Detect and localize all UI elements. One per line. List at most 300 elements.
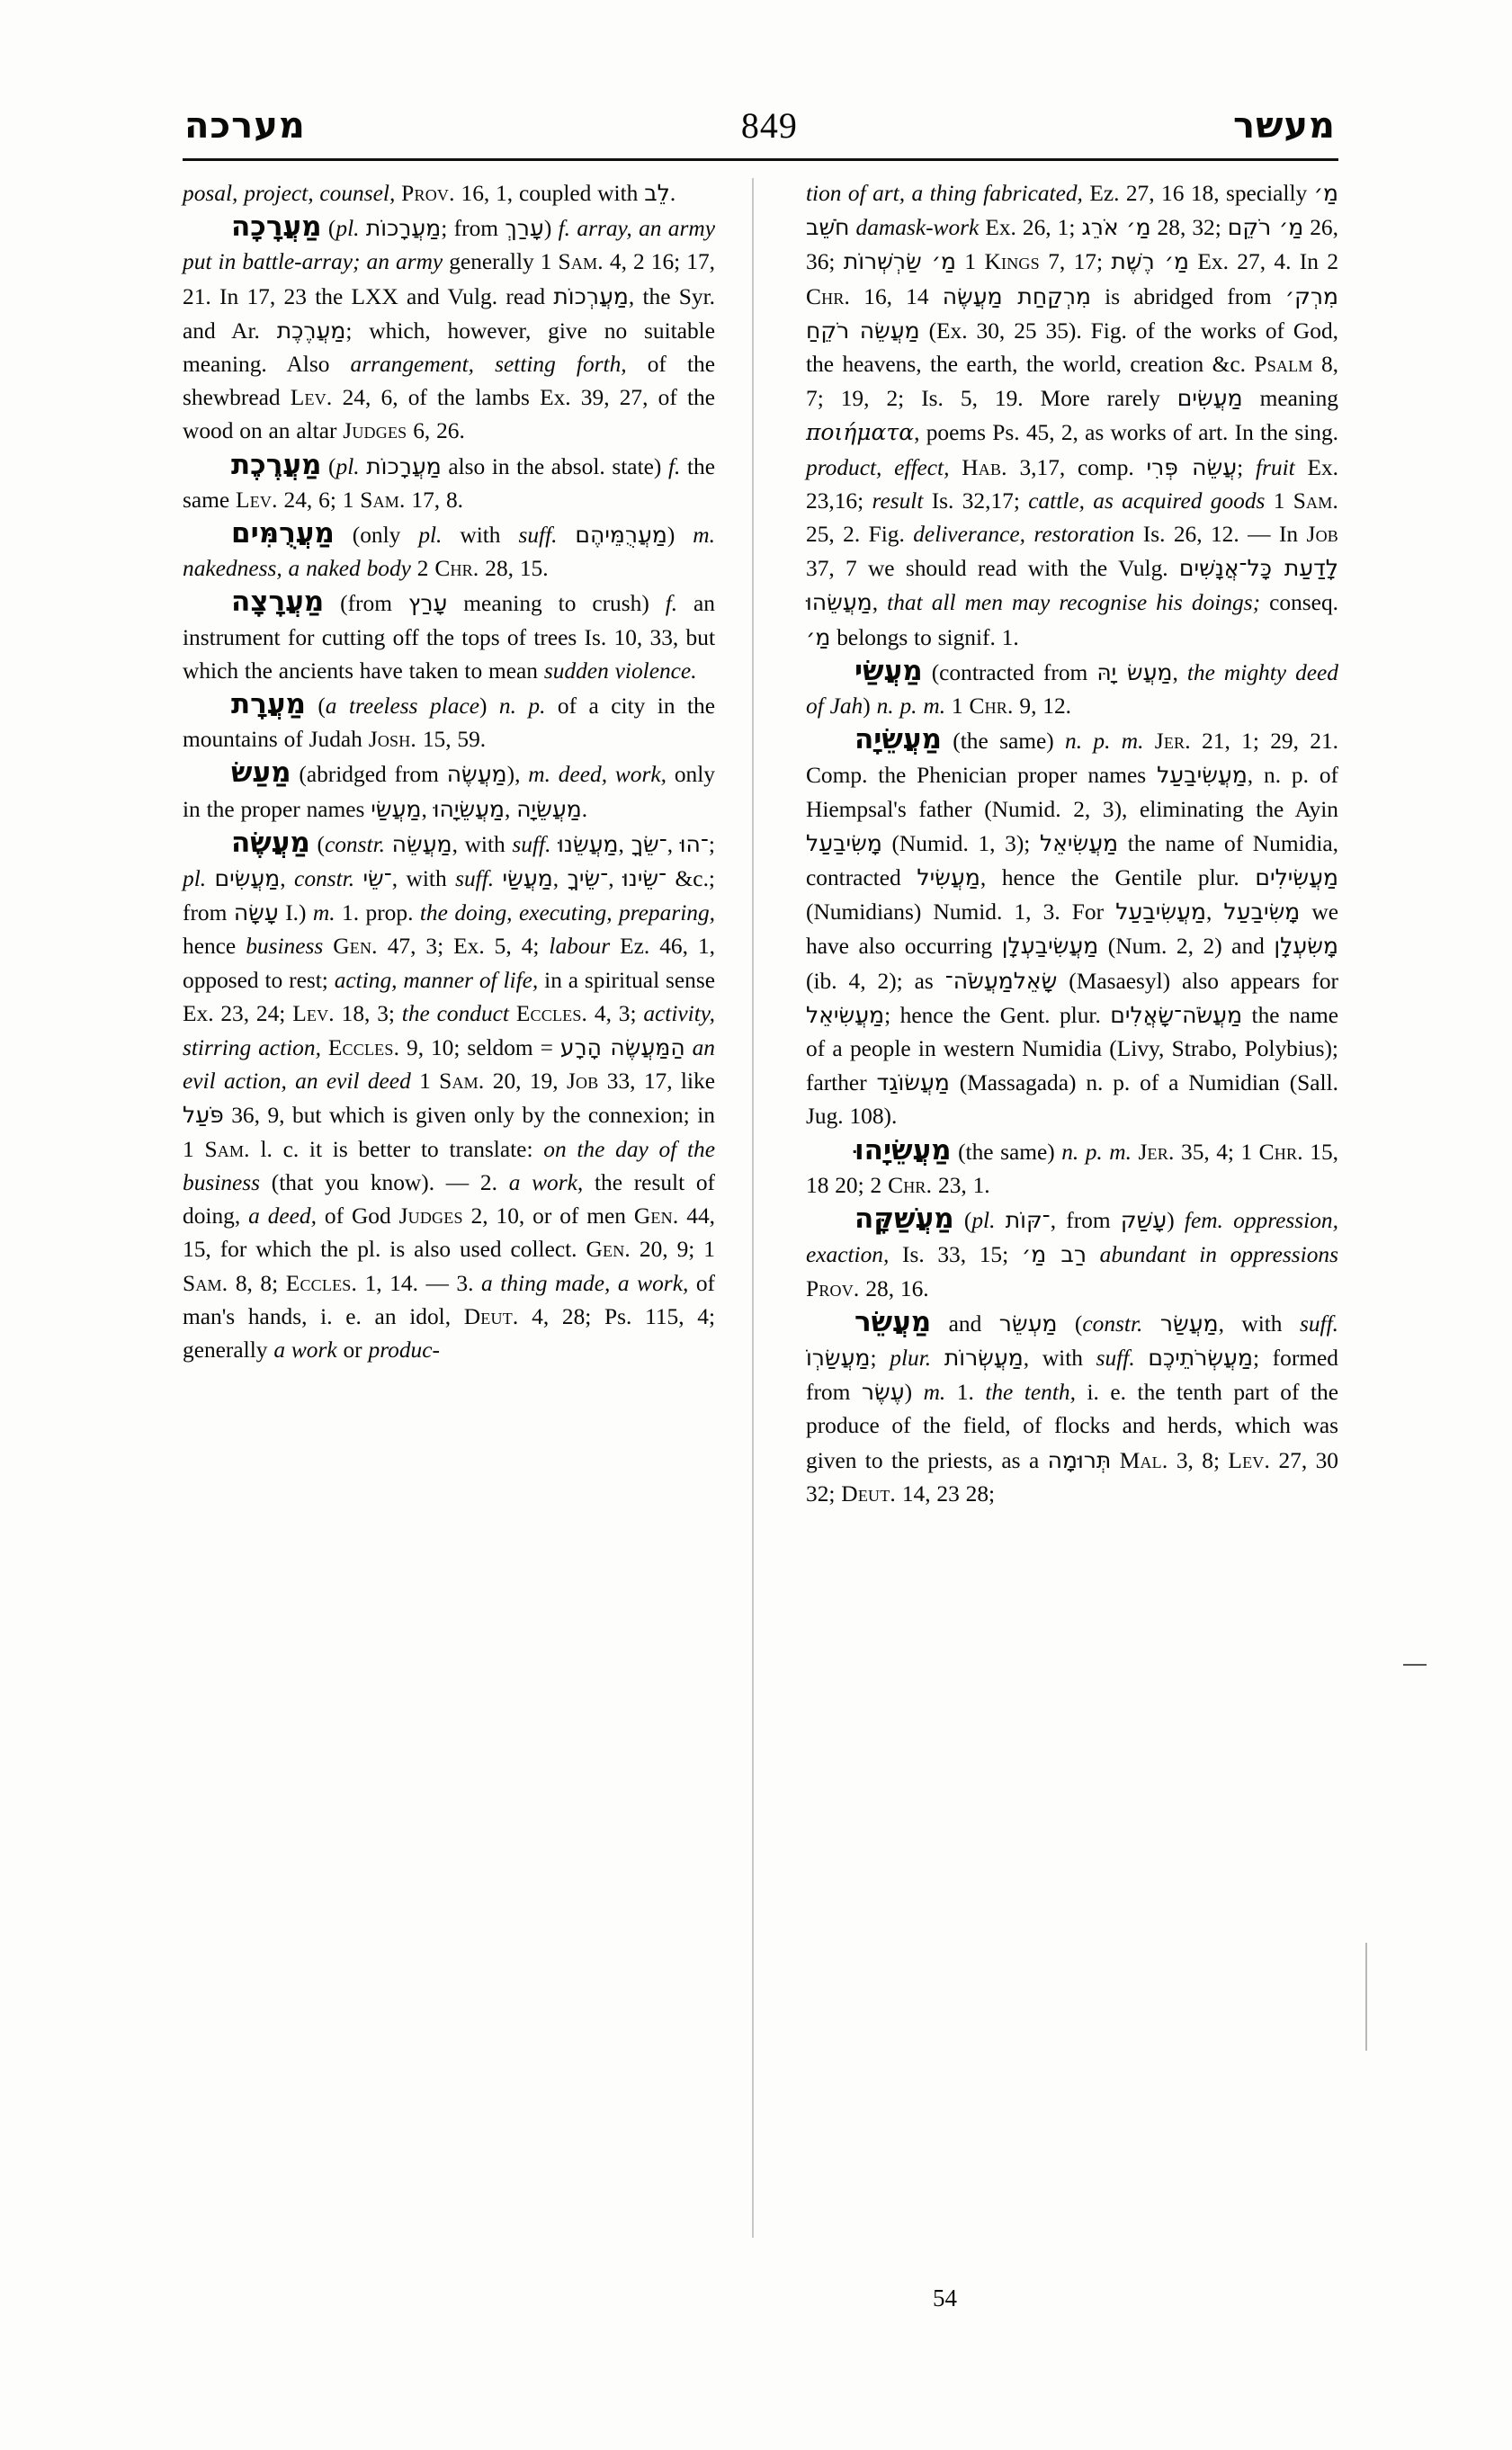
hebrew-form: מַעֲשְׂרֹתֵיכֶם [1148,1344,1253,1371]
italic-gloss: n. p. m. [1061,1139,1132,1165]
scripture-ref: Kings [984,249,1040,275]
scripture-ref: Job [1306,522,1338,548]
left-dictionary-entry [183,586,715,688]
hebrew-form: ־קּוֹת [1005,1207,1051,1234]
body-text: (the same) [951,1139,1062,1165]
scripture-ref: Sam. [558,249,604,275]
body-text: 15, 59. [416,727,487,753]
italic-gloss: m. nakedness, a naked body [183,523,715,582]
left-dictionary-entry [183,449,715,517]
body-text: ( [305,693,326,720]
body-text: of a city in the mountains of Judah [183,693,715,753]
hebrew-form: מַעֲשִׂים [214,865,281,892]
hebrew-form: מַעֲשִׂיבַעְלָן [1001,933,1099,960]
body-text: , poems Ps. 45, 2, as works of art. In the sing. [914,420,1338,446]
italic-gloss: the conduct [401,1000,509,1026]
header-rule [183,158,1338,161]
body-text: I.) [278,900,313,926]
body-text: (only [334,523,419,549]
scripture-ref: Sam. [1293,487,1339,514]
body-text: 3,17, comp. [1007,454,1147,480]
body-text: (Num. 2, 2) and [1098,934,1275,960]
body-text: Ez. 27, 16 18, specially [1082,181,1314,206]
italic-gloss: constr. [294,866,355,892]
italic-gloss: that all men may recognise his doings; [887,590,1261,616]
scripture-ref: Eccles. [285,1270,358,1296]
hebrew-form: תְּרוּמָה [1047,1446,1112,1473]
body-text: ; formed from [806,1345,1339,1406]
body-text: ; [1237,454,1256,480]
hebrew-form: מַ׳ [806,623,831,650]
left-dictionary-entry [183,827,715,1367]
two-column-body [183,176,1338,2245]
body-text: 2 [410,556,435,582]
body-text: ) [479,693,499,720]
left-dictionary-entry [183,517,715,586]
hebrew-form: עָרַךְ [505,215,544,242]
hebrew-form: מַעֲשֵׂיָהוּ [433,795,505,822]
italic-gloss: deliverance, restoration [913,522,1135,548]
body-text: 44, 15, for which the pl. is also used collect. [183,1203,716,1263]
scripture-ref: Gen. [586,1237,631,1263]
italic-gloss: m. [312,900,336,926]
body-text: 35, 4; 1 [1174,1139,1259,1165]
left-column [183,176,715,2245]
body-text: hence [183,934,246,960]
body-text: 8, 8; [228,1270,286,1296]
body-text: 1 [410,1069,440,1095]
hebrew-form: מַעֲשִׂיאֵל [1039,829,1119,856]
body-text: 37, 7 we should read with the Vulg. [806,556,1179,582]
hebrew-form: מָשִׂעְלָן [1274,933,1338,960]
body-text: ; hence the Gent. plur. [884,1002,1111,1028]
body-text: , with [1023,1345,1096,1371]
italic-gloss: m. [923,1380,946,1406]
scripture-ref: Lev. [290,385,333,411]
hebrew-form: מַעֲשִׂים [1176,385,1243,412]
scan-artifact-dash [1403,1664,1427,1666]
italic-gloss: f. [665,591,678,617]
hebrew-form: לֵב [644,180,670,206]
hebrew-form: מַעֲשִׂיל [917,864,980,891]
body-text: , [618,831,631,857]
body-text: meaning to crush) [447,591,666,617]
italic-gloss: fruit [1255,454,1295,480]
running-head-right-catchword: מעשר [1233,105,1336,147]
hebrew-form: מַעְשֵׂר [998,1310,1058,1337]
body-text: , [608,866,622,892]
scripture-ref: Chr. [969,693,1014,720]
italic-gloss: suff. [455,866,495,892]
body-text: 47, 3; Ex. 5, 4; [377,934,550,960]
body-text: 14, 23 28; [895,1480,996,1507]
body-text: 18, 3; [334,1000,402,1026]
right-dictionary-entry [806,1306,1338,1511]
italic-gloss: suff. [512,831,551,857]
body-text: ; which, however, give no suitable meaning. Also [183,317,715,378]
body-text: (Masaesyl) also appears for [1057,968,1338,994]
scripture-ref: Jer. [1154,729,1191,755]
hebrew-form: מַעֲשַׂרְוֹ [806,1344,871,1371]
body-text: the name of a people in western Numidia (Livy, Strabo, Polybius); farther [806,1002,1339,1096]
hebrew-form: מַעֲשַׂר [1159,1310,1219,1337]
italic-gloss: the mighty deed of Jah [806,659,1338,720]
italic-gloss: tion of art, a thing fabricated, [806,181,1083,206]
body-text: and [931,1310,999,1337]
italic-gloss: activity, stirring action, [183,1000,716,1061]
hebrew-form: מַעֲשִׂיבַעַל [1157,762,1248,789]
body-text: 25, 2. Fig. [806,522,914,548]
headword-hebrew: מַעֲשַׁקָּה [854,1203,954,1236]
body-text: 26, 36; [806,215,1338,275]
italic-gloss: pl. [336,453,360,479]
scripture-ref: Gen. [333,934,378,960]
italic-gloss: acting, manner of life, [334,967,539,993]
hebrew-form: מַעֲשׂ יָהּ [1096,658,1173,685]
body-text: , with [1218,1310,1300,1337]
body-text: Ex. 23,16; [806,454,1338,514]
hebrew-form: שָׂאֵל [1013,967,1058,994]
body-text [323,934,333,959]
italic-gloss: sudden violence. [543,657,697,684]
body-text: 36, 9, but which is given only by the connexion; in 1 [183,1103,715,1162]
body-text: 1 [1265,487,1293,514]
body-text [206,866,214,891]
body-text: ( [1057,1310,1083,1337]
body-text: we have also occurring [806,899,1338,960]
headword-hebrew: מַעֲרֻמִּים [231,517,335,550]
scripture-ref: Deut. [463,1303,519,1329]
body-text: , [1172,659,1187,685]
body-text: 24, 6; 1 [277,487,361,513]
body-text: 23, 1. [932,1172,990,1198]
body-text: &c.; from [183,866,715,926]
scripture-ref: Gen. [633,1203,679,1229]
headword-hebrew: מַעֲרֶכֶת [231,448,322,481]
body-text: ( [321,216,336,242]
body-text [1142,1311,1159,1337]
body-text: 28, 32; [1150,215,1228,241]
scripture-ref: Lev. [1228,1447,1271,1473]
scripture-ref: Eccles. [327,1035,400,1061]
body-text: Is. 32,17; [923,487,1029,514]
italic-gloss: pl. [183,866,207,892]
body-text: of the shewbread [183,352,715,411]
hebrew-form: מַ׳ אֹרֵג [1081,214,1151,241]
hebrew-form: מַעֲרֻמֵּיהֶם [575,522,667,549]
headword-hebrew: מַעֲשַׂי [854,654,923,687]
italic-gloss: business [246,934,324,960]
body-text: 24, 6, of the lambs Ex. 39, 27, of the wood on an altar [183,385,715,444]
hebrew-form: מַעֲרְכוֹת [553,282,629,309]
body-text: 1 [945,693,970,720]
italic-gloss: n. p. m. [1065,729,1144,755]
body-text: of man's hands, i. e. an idol, [183,1270,716,1329]
body-text: ) [543,216,559,242]
headword-hebrew: מַעֲרָכָה [231,210,322,244]
body-text: , hence the Gentile plur. [980,865,1256,891]
body-text: also in the absol. state) [441,453,668,479]
scripture-ref: Sam. [439,1069,485,1095]
hebrew-form: מַעֲשְׂרוֹת [944,1344,1024,1371]
italic-gloss: the doing, executing, preparing, [419,900,715,926]
body-text: (Numid. 1, 3); [881,830,1040,856]
hebrew-form: מַעֲרֶכֶת [276,317,346,344]
body-text: ; [870,1345,890,1371]
body-text: , [505,796,517,822]
running-head [184,83,1336,147]
body-text: meaning [1242,386,1338,412]
hebrew-form: מַ׳ שַׂרְשְׁרוֹת [843,248,957,275]
scripture-ref: Sam. [204,1136,250,1162]
body-text: is abridged from [1091,283,1285,309]
italic-gloss: m. deed, work, [528,762,667,788]
hebrew-form: מַעֲרָכוֹת [365,215,442,242]
body-text: ( [321,453,336,479]
body-text: 17, 8. [405,487,464,513]
italic-gloss: pl. [336,216,360,242]
body-text [557,523,575,548]
scripture-ref: Job [566,1069,599,1095]
hebrew-form: מַעֲשֵׂיָה [516,795,582,822]
greek-form: ποιήματα [806,419,915,446]
left-dictionary-entry [183,210,715,448]
hebrew-form: מַ׳ רֹקֵם [1227,214,1304,241]
scripture-ref: Chr. [888,1172,933,1198]
body-text: 20, 19, [484,1069,567,1095]
body-text: the same [183,453,716,513]
body-text: 16, 14 [850,283,943,309]
headword-hebrew: מַעֲרָת [231,688,306,721]
scripture-ref: Judges [343,418,407,444]
hebrew-form: פֹּעַל [183,1102,224,1129]
italic-gloss: a deed, [248,1203,317,1229]
body-text: 3, 8; [1168,1447,1229,1473]
italic-gloss: pl. [418,523,443,549]
body-text: ; [708,831,715,857]
body-text: 9, 10; seldom = [399,1035,560,1061]
body-text: 4, 3; [587,1000,644,1026]
scripture-ref: Jer. [1138,1139,1175,1165]
body-text: (abridged from [291,762,447,788]
body-text: 15, 18 20; 2 [806,1139,1338,1198]
body-text: , the Syr. and Ar. [183,283,716,344]
italic-gloss: constr. [324,831,385,857]
body-text: or [336,1337,369,1363]
body-text: ) [863,693,877,720]
body-text: ; from [441,216,505,242]
signature-mark: 54 [933,2285,957,2311]
headword-hebrew: מַעֲשֵׂיָהוּ [854,1133,952,1167]
scripture-ref: Judges [398,1203,463,1229]
hebrew-form: מַעֲשֶׂה [446,761,507,788]
italic-gloss: labour [549,934,611,960]
hebrew-form: עָשַׁק [1120,1207,1168,1234]
scripture-ref: Chr. [806,283,851,309]
body-text [850,215,856,240]
body-text: ), [506,762,529,788]
italic-gloss: fem. oppression, exaction, [806,1208,1338,1268]
body-text [931,1346,944,1371]
hebrew-form: לָדַעַת כָּל־אֲנָשִׁים מַעֲשֵׂהוּ [806,555,1339,616]
hebrew-form: הַמַּעֲשֶׂה הָרָע [559,1034,685,1061]
body-text: (contracted from [922,659,1097,685]
headword-hebrew: מַעַשׂ [231,756,291,790]
signature-mark-row [0,2285,1512,2312]
body-text: ( [953,1208,972,1234]
body-text: (Massagada) n. p. of a Numidian (Sall. Jug. 108). [806,1070,1338,1130]
scripture-ref: Lev. [236,487,278,513]
hebrew-form: ־שֵׂינוּ [622,865,667,892]
italic-gloss: f. array, an army put in battle-array; an army [183,216,715,275]
italic-gloss: constr. [1082,1310,1143,1337]
body-text: , n. p. of Hiempsal's father (Numid. 2, 3), eliminating the Ayin [806,763,1338,822]
scripture-ref: Sam. [360,487,406,513]
body-text: belongs to signif. 1. [830,624,1019,650]
italic-gloss: on the day of the business [183,1136,716,1195]
body-text: with [442,523,519,549]
body-text: . [669,181,676,206]
body-text: Is. 26, 12. — In [1134,522,1307,548]
body-text: Ex. 26, 1; [979,215,1082,241]
body-text: (Ex. 30, 25 35). Fig. of the works of God, the heavens, the earth, the world, creation &c. [806,317,1339,378]
italic-gloss: product, effect, [806,454,950,480]
body-text [685,1035,693,1060]
scripture-ref: Prov. [806,1275,860,1301]
running-head-left-catchword: מערכה [184,105,306,147]
body-text [1111,1448,1119,1473]
hebrew-form: מַעֲשֵׂנוּ [558,830,619,857]
italic-gloss: produc- [368,1337,440,1363]
body-text: 9, 12. [1013,693,1072,720]
body-text [321,1035,328,1060]
italic-gloss: arrangement, setting forth, [350,352,627,378]
italic-gloss: an evil action, an evil deed [183,1035,715,1095]
hebrew-form: מַעֲשׂוֹגַד [876,1069,950,1096]
body-text [1143,729,1154,754]
body-text: of God [316,1203,399,1229]
hebrew-form: מַעֲשֹׂה־שָׂאֲלִים [1110,1001,1243,1028]
italic-gloss: the tenth, [985,1380,1076,1406]
body-text: 28, 16. [859,1275,929,1301]
body-text [949,455,962,480]
italic-gloss: a work, [508,1169,584,1195]
body-text: the name of Numidia, contracted [806,830,1338,891]
body-text: only in the proper names [183,762,715,822]
hebrew-form: ־שֵׂיךָ [567,865,609,892]
italic-gloss: result [872,487,924,514]
hebrew-form: מָשִׂיבַעַל [1223,899,1301,925]
body-text: 1 [956,249,985,275]
scripture-ref: Prov. [401,181,455,206]
italic-gloss: a treeless place [325,693,479,720]
body-text [550,832,558,857]
hebrew-form: מַעֲרָכוֹת [366,452,442,479]
headword-hebrew: מַעֲרָצָה [231,586,325,619]
right-dictionary-entry [806,1203,1338,1306]
body-text [995,1208,1005,1233]
body-text: Is. 33, 15; [889,1242,1022,1268]
body-text [1135,1346,1149,1371]
body-text [494,866,502,891]
body-text: 4, 2 16; 17, 21. In 17, 23 the LXX and Vulg. read [183,249,716,309]
italic-gloss: a work [273,1337,337,1363]
body-text: 1. prop. [335,900,420,926]
body-text: 1. [945,1380,986,1406]
body-text: Ez. 46, 1, opposed to rest; [183,934,715,993]
body-text: 8, 7; 19, 2; Is. 5, 19. More rarely [806,352,1338,412]
left-dictionary-entry [183,688,715,756]
hebrew-form: מִרְק׳ מַעֲשֵׂה רֹקֵחַ [806,282,1338,344]
italic-gloss: abundant in oppressions [1099,1242,1338,1268]
body-text: (from [324,591,408,617]
hebrew-form: עֲשֵׂה פְּרִי [1146,453,1238,480]
italic-gloss: a thing made, a work, [481,1270,689,1296]
body-text: ( [309,831,325,857]
body-text: (that you know). — 2. [260,1169,509,1195]
body-text: an instrument for cutting off the tops of trees Is. 10, 33, but which the ancients have taken to mean [183,591,715,684]
scripture-ref: Psalm [1254,352,1313,378]
body-text: , from [1050,1208,1121,1234]
body-text [509,1001,516,1026]
body-text: in a spiritual sense Ex. 23, 24; [183,967,715,1026]
body-text [385,832,392,857]
body-text: 21, 1; 29, 21. Comp. the Phenician proper names [806,729,1338,789]
body-text: conseq. [1260,590,1338,616]
body-text: , [1205,899,1224,925]
body-text: 33, 17, like [598,1069,715,1095]
body-text: ) [904,1380,924,1406]
hebrew-form: מַעֲשַׂי [371,795,422,822]
headword-hebrew: מַעֲשֵׂר [854,1305,932,1338]
body-text: , [280,866,295,892]
body-text: , [667,831,680,857]
hebrew-form: מַ׳ חֹשֵׁב [806,180,1338,241]
body-text: . [581,796,588,822]
hebrew-form: עָרַץ [407,590,448,617]
scripture-ref: Lev. [292,1000,335,1026]
hebrew-form: מַעֲשֵׂה [391,830,452,857]
scripture-ref: Deut. [841,1480,896,1507]
hebrew-form: מַעֲשִׂילִים [1255,864,1338,891]
italic-gloss: damask-work [855,215,980,241]
body-text: 20, 9; 1 [630,1237,715,1263]
hebrew-form: מַעֲשַׂי [502,865,553,892]
body-text: , [552,866,568,892]
page-number: 849 [740,105,798,146]
italic-gloss: n. p. [498,693,546,720]
italic-gloss: plur. [890,1345,932,1371]
body-text: 16, 1, coupled with [454,181,645,206]
hebrew-form: עָשָׂה [233,899,279,926]
hebrew-form: ־שֵׂי [362,865,392,892]
body-text: 2, 10, or of men [462,1203,634,1229]
italic-gloss: posal, project, counsel, [183,181,396,206]
hebrew-form: מָשִׂיבַעַל [806,829,882,856]
scripture-ref: Hab. [962,454,1007,480]
body-text: the result of doing, [183,1169,715,1229]
hebrew-form: רַב מַ׳ [1021,1241,1087,1268]
body-text: , with [391,866,456,892]
scripture-ref: Mal. [1119,1447,1168,1473]
hebrew-form: עֶשֶׂר [861,1379,905,1406]
headword-hebrew: מַעֲשֶׂה [231,826,310,859]
hebrew-form: מַ׳ רֶשֶׁת [1111,248,1190,275]
scripture-ref: Chr. [434,556,479,582]
right-dictionary-entry [806,655,1338,723]
scripture-ref: Chr. [1258,1139,1303,1165]
italic-gloss: suff. [518,523,558,549]
